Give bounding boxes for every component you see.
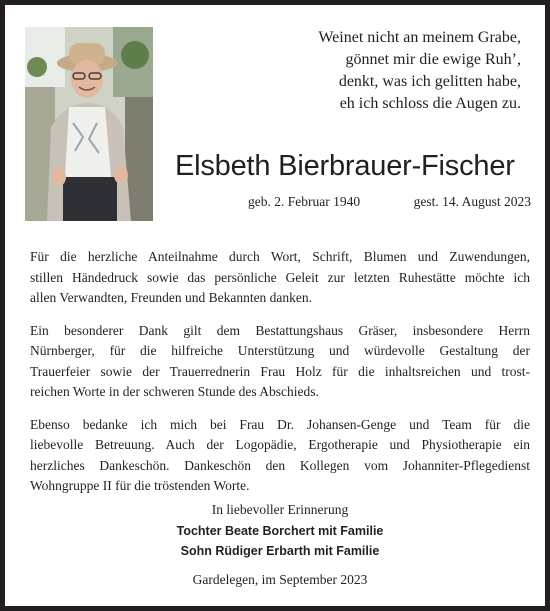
birth-date: geb. 2. Februar 1940 (248, 194, 361, 209)
family-line: Tochter Beate Borchert mit Familie (176, 523, 384, 538)
place-date: Gardelegen, im September 2023 (192, 572, 368, 587)
poem-line: denkt, was ich gelitten habe, (338, 73, 521, 90)
poem (221, 27, 521, 115)
paragraph-line: stillen Händedruck sowie das persönliche Geleit zur letzten Ruhestätte möchte ich (30, 269, 530, 285)
closing-intro: In liebevoller Erinnerung (211, 502, 349, 517)
portrait-photo-icon (25, 27, 153, 221)
closing-block (30, 500, 530, 562)
paragraph-line: Für die herzliche Anteilnahme durch Wort, Schrift, Blumen und Zuwendungen, (30, 249, 530, 264)
poem-line: gönnet mir die ewige Ruh’, (345, 51, 521, 68)
poem-line: Weinet nicht an meinem Grabe, (318, 29, 521, 46)
family-line: Sohn Rüdiger Erbarth mit Familie (180, 544, 380, 558)
paragraph-line: allen Verwandten, Freunden und Bekannten danken. (30, 290, 313, 305)
paragraph-line: liebevolle Betreuung. Auch der Logopädie, Ergotherapie und Physiotherapie ein (30, 437, 530, 452)
life-dates (248, 193, 531, 211)
paragraph (30, 415, 530, 497)
death-date: gest. 14. August 2023 (413, 194, 531, 209)
deceased-name: Elsbeth Bierbrauer-Fischer (175, 150, 515, 182)
paragraph-line: Ebenso bedanke ich mich bei Frau Dr. Johansen-Genge und Team für die (30, 416, 530, 432)
paragraph (30, 247, 530, 309)
portrait-photo (25, 27, 153, 221)
paragraph-line: Nürnberger, für die hilfreiche Unterstützung und würdevolle Gestaltung der (30, 343, 530, 358)
paragraph-line: reichen Worte in der schweren Stunde des Abschieds. (30, 384, 319, 399)
paragraph (30, 321, 530, 403)
paragraph-line: Wohngruppe II für die tröstenden Worte. (30, 478, 250, 493)
paragraph-line: Ein besonderer Dank gilt dem Bestattungshaus Gräser, insbesondere Herrn (30, 322, 530, 338)
poem-line: eh ich schloss die Augen zu. (339, 95, 521, 112)
thanks-text (30, 247, 530, 509)
paragraph-line: Trauerfeier sowie der Trauerrednerin Frau Holz für die inhaltsreichen und trost- (30, 363, 530, 379)
paragraph-line: herzliches Dankeschön. Dankeschön den Kollegen vom Johanniter-Pflegedienst (30, 457, 530, 473)
